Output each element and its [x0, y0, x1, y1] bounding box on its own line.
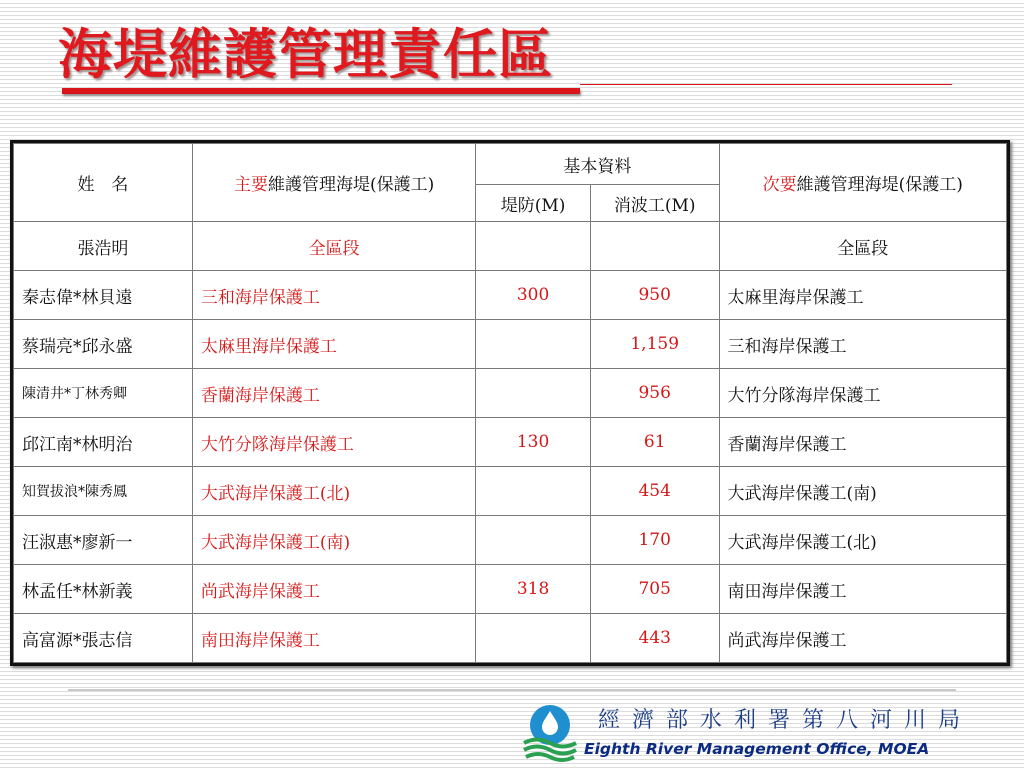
- cell-name: 陳清井*丁林秀卿: [14, 369, 193, 418]
- cell-secondary: 尚武海岸保護工: [719, 614, 1006, 663]
- cell-primary: 大武海岸保護工(北): [192, 467, 475, 516]
- cell-breakwater: 61: [590, 418, 719, 467]
- cell-name: 汪淑惠*廖新一: [14, 516, 193, 565]
- header-secondary-suffix: 維護管理海堤(保護工): [796, 175, 963, 195]
- header-name: 姓 名: [14, 144, 193, 222]
- agency-name-chinese: 經濟部水利署第八河川局: [598, 708, 973, 733]
- table-row: [14, 418, 1007, 467]
- cell-secondary: 大武海岸保護工(南): [719, 467, 1006, 516]
- cell-breakwater: 956: [590, 369, 719, 418]
- table-row: [14, 614, 1007, 663]
- cell-secondary: 全區段: [719, 222, 1006, 271]
- cell-secondary: 香蘭海岸保護工: [719, 418, 1006, 467]
- cell-name: 張浩明: [14, 222, 193, 271]
- responsibility-table: [13, 143, 1007, 663]
- cell-secondary: 大武海岸保護工(北): [719, 516, 1006, 565]
- cell-secondary: 大竹分隊海岸保護工: [719, 369, 1006, 418]
- cell-primary: 尚武海岸保護工: [192, 565, 475, 614]
- cell-levee: 318: [476, 565, 591, 614]
- cell-name: 秦志偉*林貝遠: [14, 271, 193, 320]
- cell-levee: [476, 516, 591, 565]
- header-secondary-prefix: 次要: [762, 175, 797, 195]
- table-row: [14, 222, 1007, 271]
- cell-breakwater: 950: [590, 271, 719, 320]
- cell-name: 高富源*張志信: [14, 614, 193, 663]
- table-row: [14, 565, 1007, 614]
- cell-levee: [476, 369, 591, 418]
- header-secondary: [719, 144, 1006, 222]
- cell-primary: 南田海岸保護工: [192, 614, 475, 663]
- cell-primary: 三和海岸保護工: [192, 271, 475, 320]
- cell-primary: 全區段: [192, 222, 475, 271]
- header-breakwater: 消波工(M): [590, 185, 719, 222]
- header-levee: 堤防(M): [476, 185, 591, 222]
- cell-breakwater: 1,159: [590, 320, 719, 369]
- title-underline: [62, 88, 580, 94]
- responsibility-table-container: [10, 140, 1010, 666]
- cell-primary: 太麻里海岸保護工: [192, 320, 475, 369]
- cell-secondary: 南田海岸保護工: [719, 565, 1006, 614]
- table-row: [14, 320, 1007, 369]
- table-row: [14, 369, 1007, 418]
- cell-levee: [476, 467, 591, 516]
- cell-secondary: 三和海岸保護工: [719, 320, 1006, 369]
- table-row: [14, 516, 1007, 565]
- cell-secondary: 太麻里海岸保護工: [719, 271, 1006, 320]
- header-primary-suffix: 維護管理海堤(保護工): [267, 175, 435, 195]
- page-title: 海堤維護管理責任區: [58, 23, 553, 86]
- cell-breakwater: 454: [590, 467, 719, 516]
- cell-levee: [476, 222, 591, 271]
- header-primary: [192, 144, 475, 222]
- cell-breakwater: 170: [590, 516, 719, 565]
- cell-primary: 大竹分隊海岸保護工: [192, 418, 475, 467]
- footer-divider: [68, 689, 956, 691]
- cell-breakwater: [590, 222, 719, 271]
- header-basic: 基本資料: [476, 144, 719, 185]
- title-rule: [580, 84, 952, 85]
- cell-levee: [476, 614, 591, 663]
- cell-primary: 大武海岸保護工(南): [192, 516, 475, 565]
- cell-breakwater: 705: [590, 565, 719, 614]
- cell-name: 知賀拔浪*陳秀鳳: [14, 467, 193, 516]
- cell-breakwater: 443: [590, 614, 719, 663]
- cell-name: 邱江南*林明治: [14, 418, 193, 467]
- cell-name: 蔡瑞亮*邱永盛: [14, 320, 193, 369]
- cell-levee: 130: [476, 418, 591, 467]
- agency-name-english: Eighth River Management Office, MOEA: [584, 740, 930, 758]
- cell-levee: [476, 320, 591, 369]
- header-primary-prefix: 主要: [233, 175, 268, 195]
- cell-primary: 香蘭海岸保護工: [192, 369, 475, 418]
- table-row: [14, 271, 1007, 320]
- water-drop-waves-icon: [522, 703, 578, 763]
- cell-levee: 300: [476, 271, 591, 320]
- table-row: [14, 467, 1007, 516]
- cell-name: 林孟任*林新義: [14, 565, 193, 614]
